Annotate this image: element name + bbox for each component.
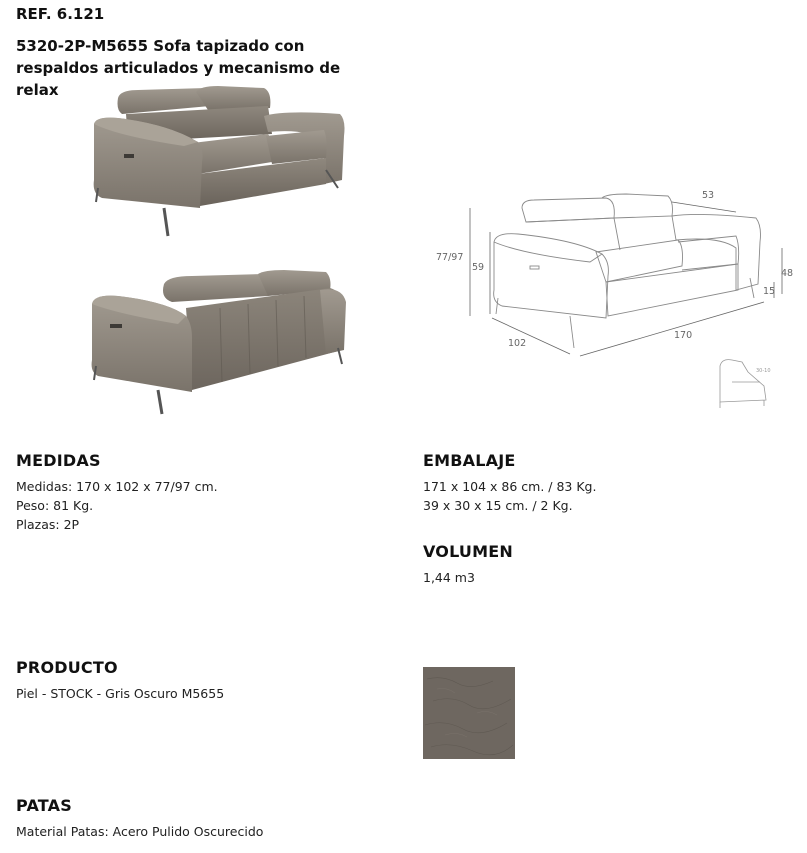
patas-heading: PATAS bbox=[16, 796, 72, 815]
embalaje-lines bbox=[423, 477, 596, 515]
medidas-line: Peso: 81 Kg. bbox=[16, 498, 94, 513]
medidas-heading: MEDIDAS bbox=[16, 451, 101, 470]
patas-value: Material Patas: Acero Pulido Oscurecido bbox=[16, 824, 264, 839]
volumen-heading: VOLUMEN bbox=[423, 542, 513, 561]
producto-section bbox=[16, 658, 118, 677]
leather-swatch bbox=[423, 667, 515, 759]
embalaje-heading: EMBALAJE bbox=[423, 451, 516, 470]
volumen-value: 1,44 m3 bbox=[423, 570, 475, 585]
dim-width: 170 bbox=[674, 330, 693, 341]
volumen-section bbox=[423, 542, 513, 561]
embalaje-line: 39 x 30 x 15 cm. / 2 Kg. bbox=[423, 498, 573, 513]
dim-headrest-depth: 53 bbox=[702, 190, 715, 201]
producto-heading: PRODUCTO bbox=[16, 658, 118, 677]
sofa-front-photo bbox=[88, 84, 350, 242]
embalaje-section bbox=[423, 451, 516, 470]
producto-value: Piel - STOCK - Gris Oscuro M5655 bbox=[16, 686, 225, 701]
dim-recline-label: 30-10 bbox=[756, 368, 771, 374]
dim-arm-height: 48 bbox=[781, 268, 794, 279]
dim-leg-height: 15 bbox=[763, 286, 776, 297]
medidas-line: Medidas: 170 x 102 x 77/97 cm. bbox=[16, 479, 218, 494]
product-title: 5320-2P-M5655 Sofa tapizado con respaldos articulados y mecanismo de relax bbox=[16, 37, 341, 97]
dim-height-total: 77/97 bbox=[436, 252, 464, 263]
medidas-section bbox=[16, 451, 101, 470]
dimension-diagram bbox=[430, 186, 802, 412]
medidas-lines bbox=[16, 477, 218, 534]
dim-height-back: 59 bbox=[472, 262, 485, 273]
dim-depth: 102 bbox=[508, 338, 527, 349]
reference-code: REF. 6.121 bbox=[16, 5, 105, 23]
medidas-line: Plazas: 2P bbox=[16, 517, 80, 532]
sofa-back-photo bbox=[88, 268, 350, 418]
embalaje-line: 171 x 104 x 86 cm. / 83 Kg. bbox=[423, 479, 597, 494]
patas-section bbox=[16, 796, 72, 815]
